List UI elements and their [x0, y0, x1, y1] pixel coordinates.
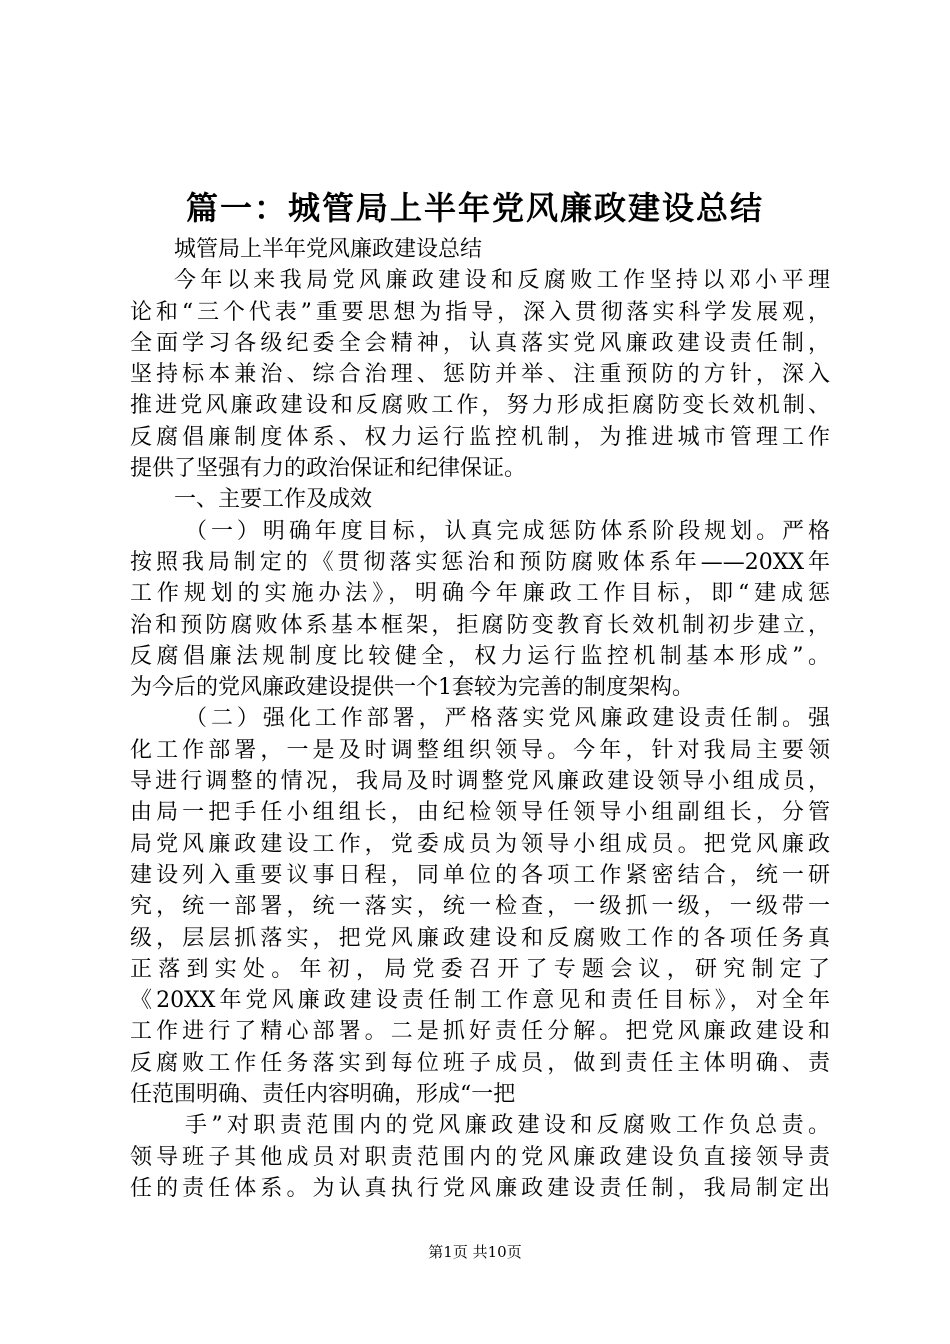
paragraph-line: 局党风廉政建设工作，党委成员为领导小组成员。把党风廉政	[130, 831, 830, 857]
paragraph-line: 《20XX年党风廉政建设责任制工作意见和责任目标》，对全年	[130, 988, 830, 1014]
paragraph-line: 任范围明确、责任内容明确，形成“一把	[130, 1082, 516, 1108]
paragraph-line: 推进党风廉政建设和反腐败工作，努力形成拒腐防变长效机制、	[130, 393, 830, 419]
paragraph-line: 化工作部署，一是及时调整组织领导。今年，针对我局主要领	[130, 737, 830, 763]
paragraph-line: 级，层层抓落实，把党风廉政建设和反腐败工作的各项任务真	[130, 925, 830, 951]
paragraph-line: 治和预防腐败体系基本框架，拒腐防变教育长效机制初步建立，	[130, 612, 830, 638]
paragraph-line: 今年以来我局党风廉政建设和反腐败工作坚持以邓小平理	[174, 268, 830, 294]
section-heading: 一、主要工作及成效	[174, 487, 373, 513]
paragraph-line: 导进行调整的情况，我局及时调整党风廉政建设领导小组成员，	[130, 769, 830, 795]
paragraph-line: 反腐败工作任务落实到每位班子成员，做到责任主体明确、责	[130, 1050, 830, 1076]
paragraph-line: 建设列入重要议事日程，同单位的各项工作紧密结合，统一研	[130, 862, 830, 888]
paragraph-line: 全面学习各级纪委全会精神，认真落实党风廉政建设责任制，	[130, 330, 830, 356]
paragraph-line: 任的责任体系。为认真执行党风廉政建设责任制，我局制定出	[130, 1175, 830, 1201]
paragraph-line: 正落到实处。年初，局党委召开了专题会议，研究制定了	[130, 956, 830, 982]
paragraph-line: 由局一把手任小组组长，由纪检领导任领导小组副组长，分管	[130, 800, 830, 826]
paragraph-line: 工作进行了精心部署。二是抓好责任分解。把党风廉政建设和	[130, 1019, 830, 1045]
paragraph-line: 领导班子其他成员对职责范围内的党风廉政建设负直接领导责	[130, 1144, 830, 1170]
paragraph-line: （二）强化工作部署，严格落实党风廉政建设责任制。强	[185, 706, 830, 732]
paragraph-line: 反腐倡廉制度体系、权力运行监控机制，为推进城市管理工作	[130, 424, 830, 450]
paragraph-line: 论和“三个代表”重要思想为指导，深入贯彻落实科学发展观，	[130, 299, 830, 325]
paragraph-line: 手”对职责范围内的党风廉政建设和反腐败工作负总责。	[185, 1113, 830, 1139]
document-title: 篇一：城管局上半年党风廉政建设总结	[185, 189, 764, 227]
paragraph-line: 工作规划的实施办法》，明确今年廉政工作目标，即“建成惩	[130, 581, 830, 607]
paragraph-line: 反腐倡廉法规制度比较健全，权力运行监控机制基本形成”。	[130, 643, 830, 669]
page-number-footer: 第1页 共10页	[428, 1243, 522, 1261]
paragraph-line: 坚持标本兼治、综合治理、惩防并举、注重预防的方针，深入	[130, 362, 830, 388]
subtitle-line: 城管局上半年党风廉政建设总结	[174, 237, 483, 262]
paragraph-line: 按照我局制定的《贯彻落实惩治和预防腐败体系年——20XX年	[130, 549, 830, 575]
document-body	[130, 234, 830, 1204]
paragraph-line: 提供了坚强有力的政治保证和纪律保证。	[130, 456, 527, 482]
paragraph-line: 究，统一部署，统一落实，统一检查，一级抓一级，一级带一	[130, 894, 830, 920]
paragraph-line: 为今后的党风廉政建设提供一个1套较为完善的制度架构。	[130, 675, 694, 701]
paragraph-line: （一）明确年度目标，认真完成惩防体系阶段规划。严格	[185, 518, 830, 544]
